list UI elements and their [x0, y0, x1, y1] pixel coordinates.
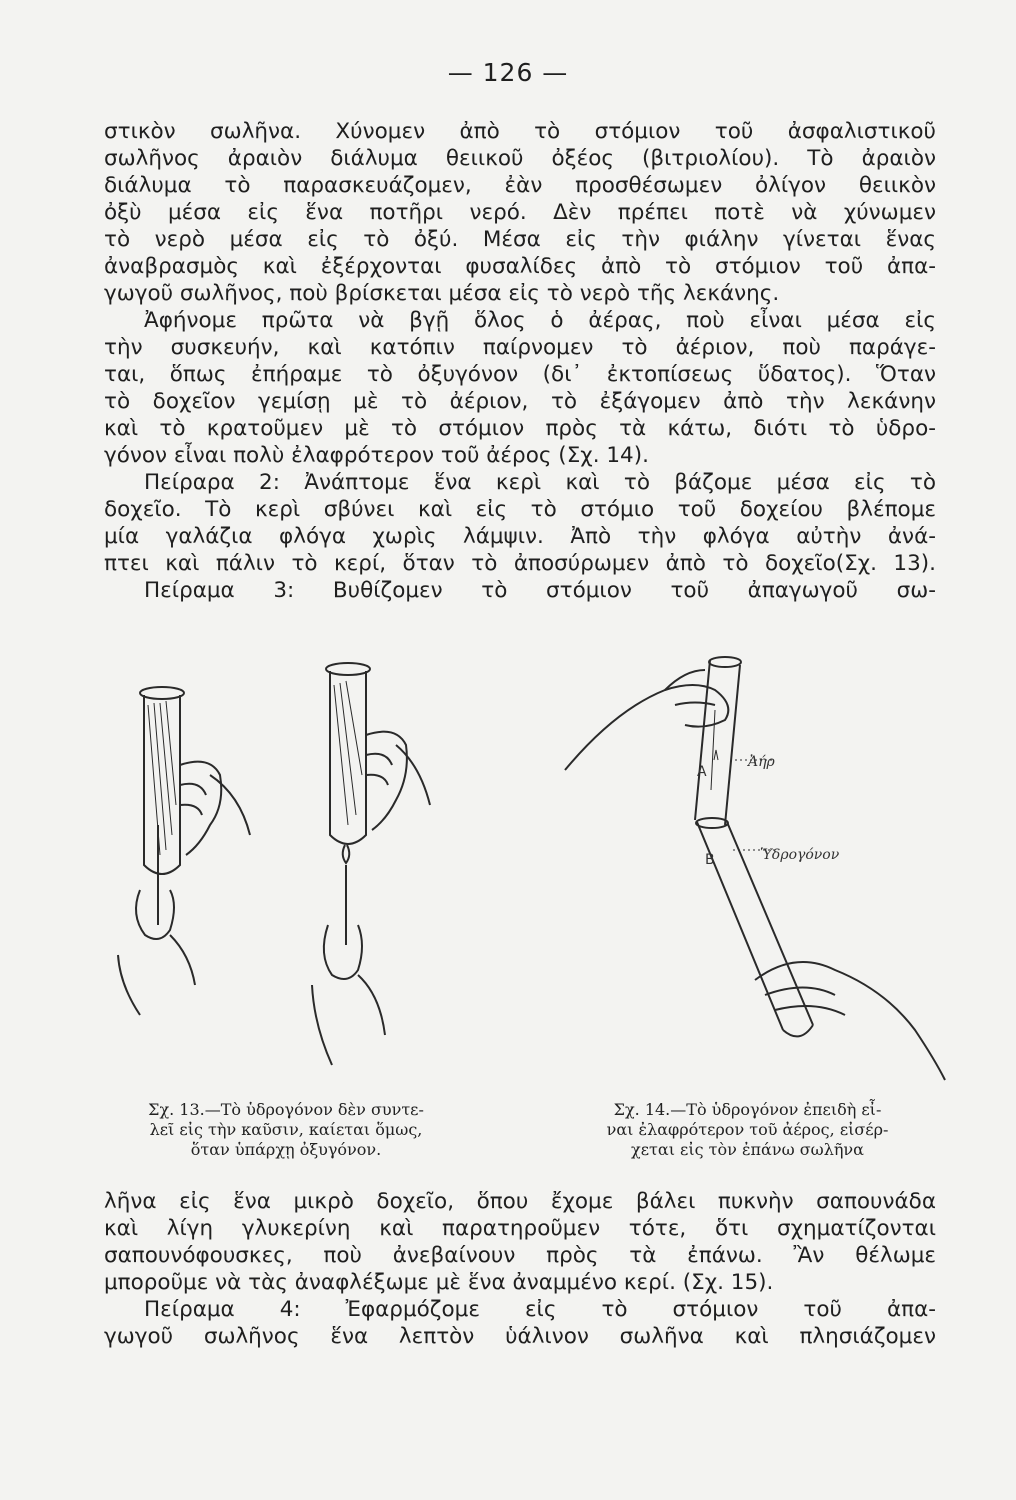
figure-14-caption: Σχ. 14.—Τὸ ὑδρογόνον ἐπειδὴ εἶ- ναι ἐλαφρότερον τοῦ ἀέρος, εἰσέρ- χεται εἰς τὸν ἐπάνω σωλῆνα — [606, 1100, 889, 1159]
text-line: γωγοῦ σωλῆνος, ποὺ βρίσκεται μέσα εἰς τὸ νερὸ τῆς λεκάνης. — [104, 281, 780, 306]
text-line: μία γαλάζια φλόγα χωρὶς λάμψιν. Ἀπὸ τὴν φλόγα αὐτὴν ἀνά- — [104, 524, 936, 549]
candle-left — [118, 825, 195, 1015]
figure-13-caption: Σχ. 13.—Τὸ ὑδρογόνον δὲν συντε- λεῖ εἰς τὴν καῦσιν, καίεται ὅμως, ὅταν ὑπάρχῃ ὀξυγόνον. — [148, 1100, 424, 1159]
text-line: ὀξὺ μέσα εἰς ἕνα ποτῆρι νερό. Δὲν πρέπει ποτὲ νὰ χύνωμεν — [104, 200, 936, 225]
text-line: σαπουνόφουσκες, ποὺ ἀνεβαίνουν πρὸς τὰ ἐπάνω. Ἂν θέλωμε — [104, 1243, 936, 1268]
text-line: διάλυμα τὸ παρασκευάζομεν, ἐὰν προσθέσωμεν ὀλίγον θειικὸν — [104, 173, 936, 198]
label-hydrogen: Ὑδρογόνον — [760, 847, 840, 863]
label-air: Ἀήρ — [748, 754, 775, 770]
candle-right — [312, 845, 385, 1065]
text-line: ἀναβρασμὸς καὶ ἐξέρχονται φυσαλίδες ἀπὸ τὸ στόμιον τοῦ ἀπα- — [104, 254, 936, 279]
test-tube-left — [140, 687, 184, 874]
label-letter-a: Α — [697, 764, 707, 780]
text-line: καὶ τὸ κρατοῦμεν μὲ τὸ στόμιον πρὸς τὰ κάτω, διότι τὸ ὑδρο- — [104, 416, 936, 441]
hand-bottom — [755, 962, 945, 1080]
text-line: γωγοῦ σωλῆνος ἕνα λεπτὸν ὑάλινον σωλῆνα καὶ πλησιάζομεν — [104, 1324, 936, 1349]
text-line: ται, ὅπως ἐπήραμε τὸ ὀξυγόνον (δι᾽ ἐκτοπίσεως ὕδατος). Ὅταν — [104, 362, 936, 387]
hand-right — [366, 732, 430, 830]
text-line: τὸ νερὸ μέσα εἰς τὸ ὀξύ. Μέσα εἰς τὴν φιάλην γίνεται ἕνας — [104, 227, 936, 252]
label-letter-b: Β — [705, 852, 715, 868]
text-line: στικὸν σωλῆνα. Χύνομεν ἀπὸ τὸ στόμιον τοῦ ἀσφαλιστικοῦ — [104, 119, 936, 144]
figure-14-illustration — [555, 650, 955, 1090]
text-line: μποροῦμε νὰ τὰς ἀναφλέξωμε μὲ ἕνα ἀναμμένο κερί. (Σχ. 15). — [104, 1270, 774, 1295]
text-line: τὴν συσκευήν, καὶ κατόπιν παίρνομεν τὸ ἀέριον, ποὺ παράγε- — [104, 335, 936, 360]
text-line: πτει καὶ πάλιν τὸ κερί, ὅταν τὸ ἀποσύρωμεν ἀπὸ τὸ δοχεῖο(Σχ. 13). — [104, 551, 936, 576]
text-line: τὸ δοχεῖον γεμίσῃ μὲ τὸ ἀέριον, τὸ ἐξάγομεν ἀπὸ τὴν λεκάνην — [104, 389, 936, 414]
text-line: δοχεῖο. Τὸ κερὶ σβύνει καὶ εἰς τὸ στόμιο τοῦ δοχείου βλέπομε — [104, 497, 936, 522]
page-number: — 126 — — [447, 58, 569, 87]
bottom-paragraphs — [104, 1188, 936, 1350]
text-line: λῆνα εἰς ἕνα μικρὸ δοχεῖο, ὅπου ἔχομε βάλει πυκνὴν σαπουνάδα — [104, 1189, 936, 1214]
upper-tube — [695, 657, 741, 825]
test-tube-right — [326, 663, 370, 844]
text-line: καὶ λίγη γλυκερίνη καὶ παρατηροῦμεν τότε, ὅτι σχηματίζονται — [104, 1216, 936, 1241]
text-line: Πείραρα 2: Ἀνάπτομε ἕνα κερὶ καὶ τὸ βάζομε μέσα εἰς τὸ — [144, 470, 936, 495]
hand-left — [180, 762, 250, 855]
text-line: σωλῆνος ἀραιὸν διάλυμα θειικοῦ ὀξέος (βιτριολίου). Τὸ ἀραιὸν — [104, 146, 936, 171]
text-line: γόνον εἶναι πολὺ ἐλαφρότερον τοῦ ἀέρος (Σχ. 14). — [104, 443, 649, 468]
text-line: Πείραμα 4: Ἐφαρμόζομε εἰς τὸ στόμιον τοῦ ἀπα- — [144, 1297, 936, 1322]
figure-13-illustration — [100, 655, 470, 1095]
text-line: Ἀφήνομε πρῶτα νὰ βγῇ ὅλος ὁ ἀέρας, ποὺ εἶναι μέσα εἰς — [144, 308, 936, 333]
text-line: Πείραμα 3: Βυθίζομεν τὸ στόμιον τοῦ ἀπαγωγοῦ σω- — [144, 578, 936, 603]
top-paragraphs — [104, 118, 936, 604]
